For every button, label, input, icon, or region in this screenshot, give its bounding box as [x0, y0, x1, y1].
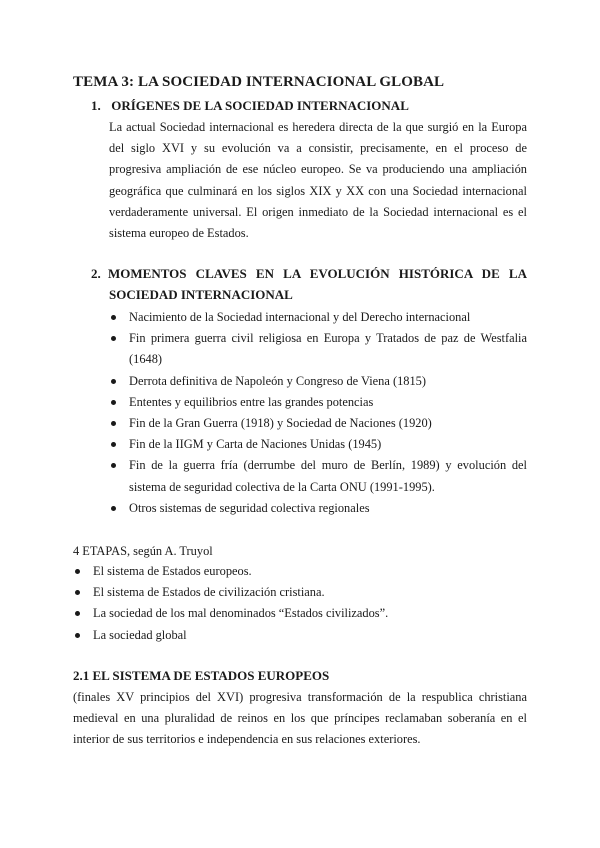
- section-2-1-heading: 2.1 EL SISTEMA DE ESTADOS EUROPEOS: [73, 668, 330, 683]
- section-1-heading-text: ORÍGENES DE LA SOCIEDAD INTERNACIONAL: [111, 98, 409, 113]
- bullet-icon: [75, 633, 80, 638]
- list-item: [73, 603, 533, 624]
- bullet-icon: [111, 400, 116, 405]
- bullet-icon: [111, 506, 116, 511]
- section-2-1-paragraph: (finales XV principios del XVI) progresiva transformación de la respublica christiana medieval en una pluralidad de reinos en los que príncipes reclamaban soberanía en el interior de sus territorios e independencia en sus relaciones exteriores.: [73, 690, 527, 747]
- list-item-text: Otros sistemas de seguridad colectiva regionales: [129, 500, 370, 515]
- list-item-text: Fin primera guerra civil religiosa en Europa y Tratados de paz de Westfalia (1648): [129, 331, 527, 367]
- section-2-number: 2.: [91, 266, 101, 281]
- section-1-number: 1.: [91, 98, 101, 113]
- etapas-intro: 4 ETAPAS, según A. Truyol: [73, 544, 213, 558]
- list-item-text: Fin de la guerra fría (derrumbe del muro de Berlín, 1989) y evolución del sistema de seguridad colectiva de la Carta ONU (1991-1995).: [129, 458, 527, 494]
- list-item-text: Fin de la Gran Guerra (1918) y Sociedad de Naciones (1920): [129, 416, 432, 431]
- section-2-heading: [91, 263, 527, 305]
- list-item: [109, 413, 527, 434]
- document-title: TEMA 3: LA SOCIEDAD INTERNACIONAL GLOBAL: [73, 74, 445, 90]
- list-item-text: Derrota definitiva de Napoleón y Congreso de Viena (1815): [129, 373, 426, 388]
- list-item: [73, 625, 533, 646]
- bullet-icon: [111, 442, 116, 447]
- list-item: [109, 307, 527, 328]
- list-item: [109, 392, 527, 413]
- bullet-icon: [75, 569, 80, 574]
- list-item: [73, 582, 533, 603]
- bullet-icon: [111, 336, 116, 341]
- etapas-list: [73, 561, 533, 646]
- list-item: [109, 455, 527, 497]
- key-moments-list: [109, 307, 527, 519]
- list-item: [73, 561, 533, 582]
- bullet-icon: [111, 421, 116, 426]
- section-1-paragraph: La actual Sociedad internacional es heredera directa de la que surgió en la Europa del siglo XVI y su evolución va a consistir, precisamente, en el proceso de progresiva ampliación de ese núcleo europeo. Se va produciendo una ampliación geográfica que culminará en los siglos XIX y XX con una Sociedad internacional verdaderamente universal. El origen inmediato de la Sociedad internacional es el sistema europeo de Estados.: [109, 120, 527, 241]
- section-1-heading: [91, 95, 409, 116]
- bullet-icon: [75, 590, 80, 595]
- list-item-text: El sistema de Estados europeos.: [93, 564, 252, 578]
- section-2-heading-line-1: [91, 263, 527, 284]
- section-2-heading-line-2: SOCIEDAD INTERNACIONAL: [109, 287, 293, 302]
- list-item: [109, 498, 527, 519]
- section-2-heading-text-1: MOMENTOS CLAVES EN LA EVOLUCIÓN HISTÓRICA DE LA: [108, 266, 527, 281]
- bullet-icon: [111, 463, 116, 468]
- list-item-text: Nacimiento de la Sociedad internacional y del Derecho internacional: [129, 310, 471, 324]
- list-item-text: El sistema de Estados de civilización cristiana.: [93, 585, 325, 600]
- list-item-text: La sociedad global: [93, 627, 187, 642]
- bullet-icon: [111, 315, 116, 320]
- bullet-icon: [75, 611, 80, 616]
- list-item: [109, 434, 527, 455]
- bullet-icon: [111, 379, 116, 384]
- list-item: [109, 371, 527, 392]
- list-item: [109, 328, 527, 370]
- list-item-text: Fin de la IIGM y Carta de Naciones Unidas (1945): [129, 437, 382, 452]
- list-item-text: La sociedad de los mal denominados “Estados civilizados”.: [93, 606, 389, 621]
- list-item-text: Ententes y equilibrios entre las grandes potencias: [129, 394, 374, 409]
